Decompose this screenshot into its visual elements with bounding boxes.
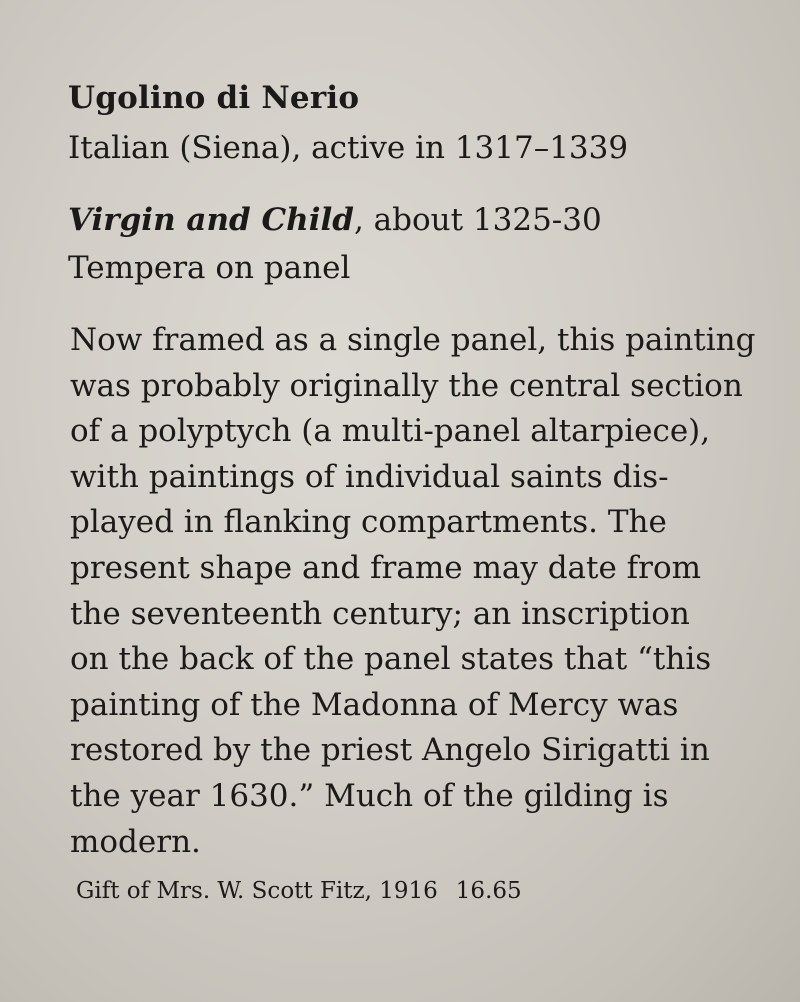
artwork-date: , about 1325-30: [353, 202, 602, 238]
credit-line: [76, 878, 522, 904]
description-line: painting of the Madonna of Mercy was: [70, 686, 679, 723]
description-line: of a polyptych (a multi-panel altarpiece),: [70, 413, 711, 450]
accession-number: 16.65: [455, 878, 522, 904]
description-line: present shape and frame may date from: [70, 549, 702, 586]
artist-name: Ugolino di Nerio: [68, 80, 360, 116]
description-line: the seventeenth century; an inscription: [70, 595, 690, 632]
description-line: restored by the priest Angelo Sirigatti in: [70, 732, 710, 769]
description-line: on the back of the panel states that “this: [70, 641, 712, 678]
description-line: with paintings of individual saints dis-: [70, 458, 669, 495]
description-line: the year 1630.” Much of the gilding is: [70, 777, 669, 814]
description-text: [70, 318, 770, 865]
artwork-medium: Tempera on panel: [68, 250, 351, 286]
description-line: Now framed as a single panel, this painting: [70, 322, 756, 358]
artwork-title-line: [68, 202, 602, 238]
description-line: modern.: [70, 823, 201, 860]
artist-nationality-dates: Italian (Siena), active in 1317–1339: [68, 130, 629, 166]
credit-text: Gift of Mrs. W. Scott Fitz, 1916: [76, 878, 438, 904]
description-line: was probably originally the central section: [70, 367, 743, 404]
description-line: played in flanking compartments. The: [70, 504, 667, 541]
artwork-title: Virgin and Child: [68, 202, 354, 238]
